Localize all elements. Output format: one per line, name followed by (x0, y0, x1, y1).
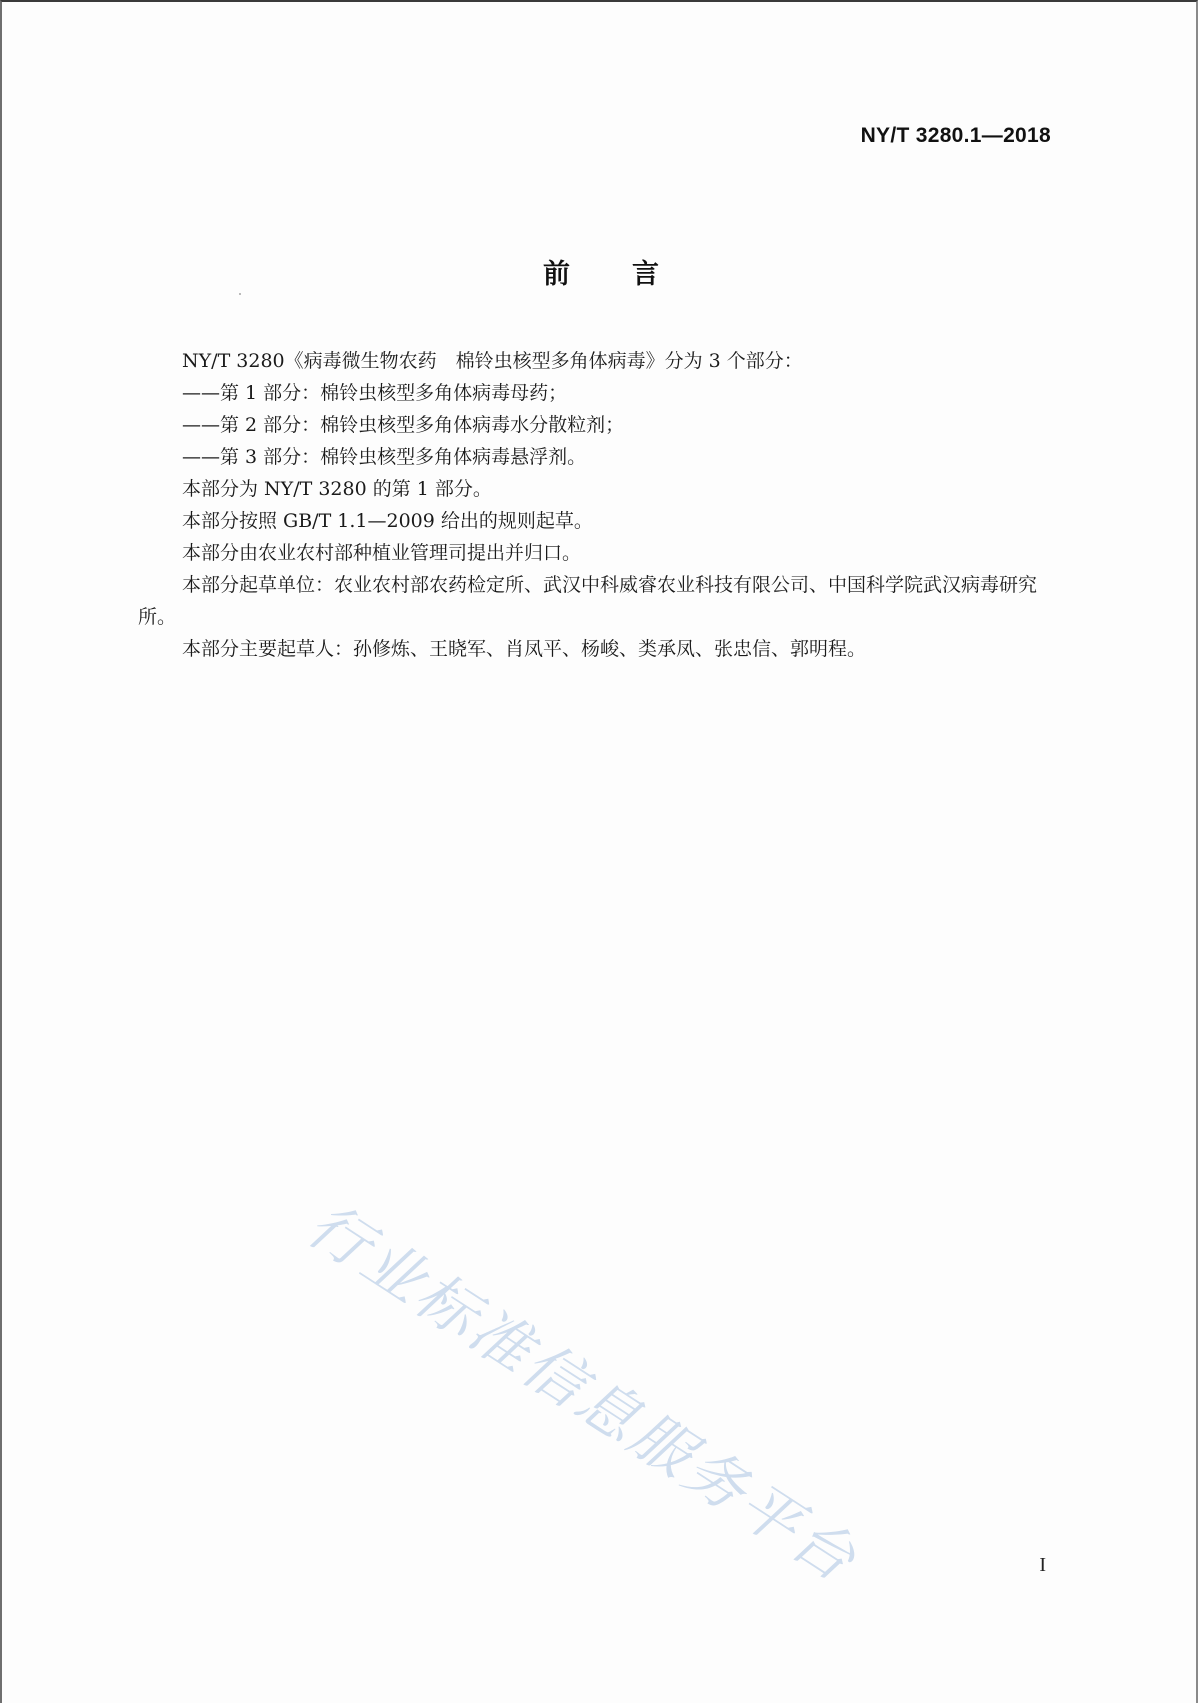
paragraph-proposer: 本部分由农业农村部种植业管理司提出并归口。 (182, 542, 582, 564)
scan-speck (239, 293, 241, 295)
paragraph-parts-intro: NY/T 3280《病毒微生物农药 棉铃虫核型多角体病毒》分为 3 个部分： (182, 350, 803, 372)
paragraph-drafters: 本部分主要起草人：孙修炼、王晓军、肖凤平、杨峻、类承凤、张忠信、郭明程。 (182, 638, 867, 660)
standard-number: NY/T 3280.1—2018 (860, 124, 1051, 147)
page-number: I (1039, 1554, 1046, 1576)
paragraph-this-part: 本部分为 NY/T 3280 的第 1 部分。 (182, 478, 492, 500)
paragraph-part-3: ——第 3 部分：棉铃虫核型多角体病毒悬浮剂。 (182, 446, 587, 468)
watermark: 行业标准信息服务平台 (295, 1189, 871, 1598)
foreword-body (138, 345, 1063, 665)
paragraph-part-1: ——第 1 部分：棉铃虫核型多角体病毒母药； (182, 382, 568, 404)
paragraph-drafting-rules: 本部分按照 GB/T 1.1—2009 给出的规则起草。 (182, 510, 593, 532)
paragraph-part-2: ——第 2 部分：棉铃虫核型多角体病毒水分散粒剂； (182, 414, 625, 436)
page-title: 前言 (543, 259, 721, 290)
paragraph-drafting-units: 本部分起草单位：农业农村部农药检定所、武汉中科威睿农业科技有限公司、中国科学院武汉病毒研究所。 (138, 574, 1038, 628)
